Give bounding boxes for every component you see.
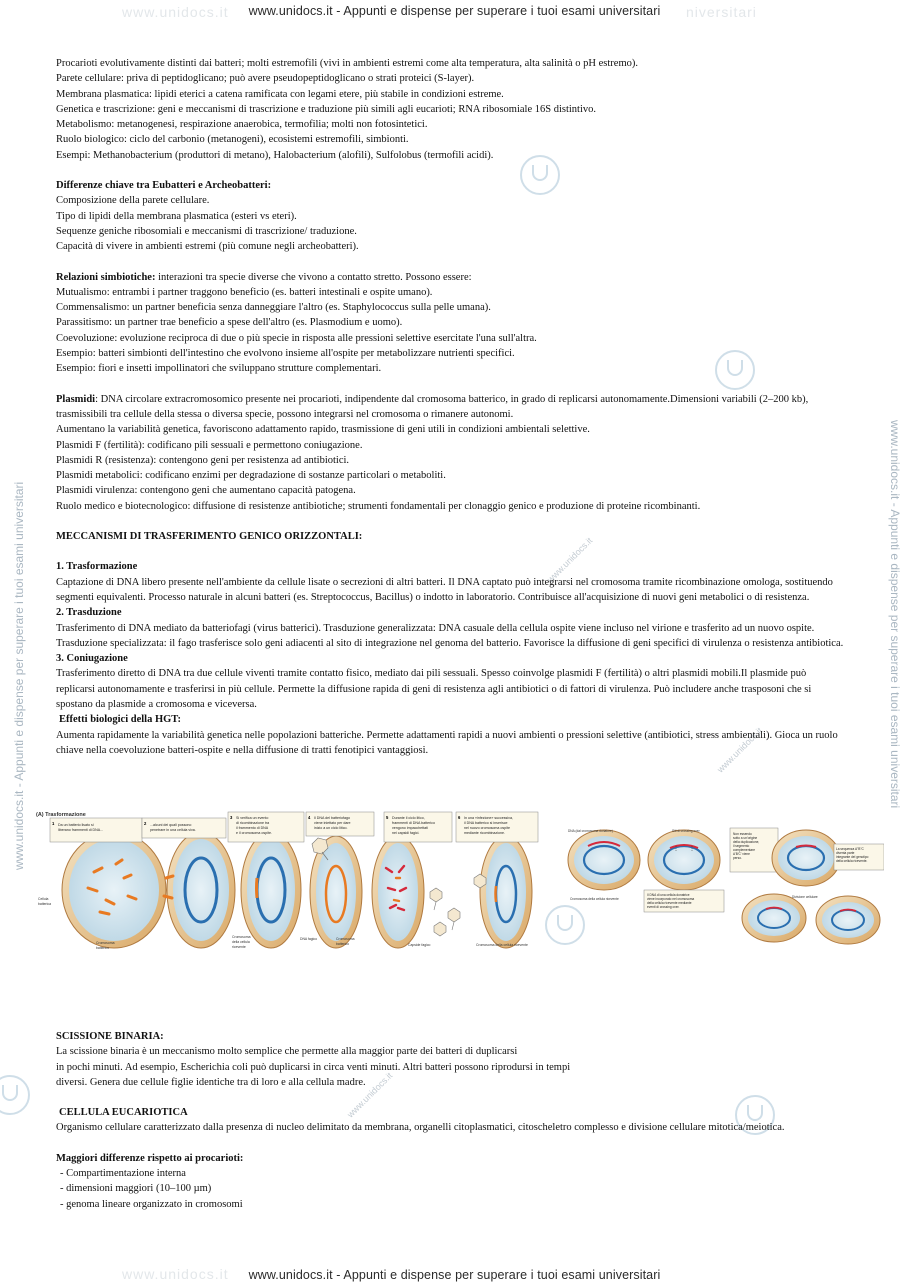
paragraph: Aumenta rapidamente la variabilità genetica nelle popolazioni batteriche. Permette adattamenti rapidi a nuovi ambienti o pressioni selettive (antibiotici, stress ambientali). Gioca un ruolo chiave nella coevoluzione batteri-ospite e nella diffusione di tratti fenotipici vantaggiosi.: [56, 729, 838, 756]
watermark-ghost-top-right: niversitari: [686, 4, 757, 20]
section-heading: Differenze chiave tra Eubatteri e Archeobatteri:: [56, 180, 272, 192]
transduced-cell: [474, 836, 532, 948]
text-line: Membrana plasmatica: lipidi eterici a catena ramificata con legami etere, più stabile in condizioni estreme.: [56, 88, 504, 100]
text-line: Plasmidi R (resistenza): contengono geni per resistenza ad antibiotici.: [56, 454, 350, 466]
figure-panel-title: (A) Trasformazione: [36, 812, 86, 818]
step-2-label: ...alcuni dei quali possono penetrare in una cellula viva.: [150, 823, 196, 832]
paragraph: Trasferimento di DNA mediato da batteriofagi (virus batterici). Trasduzione generalizzata: DNA casuale della cellula ospite viene incluso nel virione e trasferito ad un nuovo ospite. Trasduzione specializzata: il fago trasferisce solo geni adiacenti al sito di integrazione nel genoma del batterio. Favorisce la diffusione di geni specifici di virulenza o resistenza antibiotica.: [56, 622, 844, 649]
text-line: Tipo di lipidi della membrana plasmatica (esteri vs eteri).: [56, 210, 297, 222]
section-heading: SCISSIONE BINARIA:: [56, 1031, 164, 1042]
step-1-label: Da un batterio lisato si liberano frammenti di DNA...: [58, 823, 104, 832]
recipient-chromosome-label-3: Cromosoma della cellula ricevente: [570, 897, 619, 901]
section-intro: : DNA circolare extracromosomico presente nei procarioti, indipendente dal cromosoma batterico, in grado di replicarsi autonomamente.Dimensioni variabili (2–200 kb), trasmissibili tra cellule della stessa o diversa specie, possono integrarsi nel cromosoma o rimanere autonomi.: [56, 393, 809, 420]
step-5-number: 5: [386, 815, 389, 820]
phage-capsids: [430, 888, 460, 936]
text-line: diversi. Genera due cellule figlie identiche tra di loro e alla cellula madre.: [56, 1076, 366, 1088]
dividing-cell: [772, 830, 840, 886]
text-line: Ruolo biologico: ciclo del carbonio (metanogeni), ecosistemi estremofili, simbionti.: [56, 134, 409, 146]
daughter-cell-2: [816, 896, 880, 944]
plasmids-section: [56, 392, 846, 514]
recipient-chromosome-label: Cromosoma della cellula ricevente: [232, 935, 251, 949]
text-line: Esempi: Methanobacterium (produttori di metano), Halobacterium (alofili), Sulfolobus (termofili acidi).: [56, 149, 494, 161]
subsection-heading: 1. Trasformazione: [56, 561, 138, 573]
step-3-label: Si verifica un evento di ricombinazione tra il frammento di DNA e il cromosoma ospite.: [236, 816, 272, 835]
text-line: Parete cellulare: priva di peptidoglicano; può avere pseudopeptidoglicano o strati proteici (S-layer).: [56, 73, 475, 85]
text-line: Ruolo medico e biotecnologico: diffusione di resistenze antibiotiche; strumenti fondamentali per clonaggio genico e produzione di proteine ricombinanti.: [56, 500, 701, 512]
paragraph: Trasferimento diretto di DNA tra due cellule viventi tramite contatto fisico, mediato dai pili sessuali. Spesso coinvolge plasmidi F (fertilità) o altri plasmidi mobili.Il plasmide può replicarsi autonomamente e trasferirsi in più cellule. Permette la diffusione rapida di geni di resistenza agli antibiotici o di fattori di virulenza. Può includere anche trasposoni che si spostano da plasmide a cromosoma e viceversa.: [56, 668, 812, 710]
text-line: Mutualismo: entrambi i partner traggono beneficio (es. batteri intestinali e ospite umano).: [56, 286, 433, 298]
donor-dna-label: DNA (dal cromosoma donatore): [568, 829, 613, 833]
text-line: Sequenze geniche ribosomiali e meccanismi di trascrizione/ traduzione.: [56, 225, 357, 237]
list-item: - Compartimentazione interna: [60, 1168, 186, 1180]
subsection-heading: 3. Coniugazione: [56, 653, 128, 665]
side-watermark-right: www.unidocs.it - Appunti e dispense per superare i tuoi esami universitari: [888, 420, 902, 809]
text-line: Metabolismo: metanogenesi, respirazione anaerobica, termofilia; molti non fotosintetici.: [56, 119, 428, 131]
step-5-label: Durante il ciclo litico, frammenti di DNA batterico vengono impacchettati nei capsidi fagici.: [392, 816, 435, 835]
watermark-logo-icon: [0, 1075, 30, 1115]
text-line: Aumentano la variabilità genetica, favoriscono adattamento rapido, trasmissione di geni utili in condizioni ambientali selettive.: [56, 424, 590, 436]
section-intro: interazioni tra specie diverse che vivono a contatto stretto. Possono essere:: [155, 271, 472, 283]
step-4-number: 4: [308, 815, 311, 820]
step-3-number: 3: [230, 815, 233, 820]
text-line: Composizione della parete cellulare.: [56, 195, 210, 207]
not-duplicated-label: Non essendo sotto a un'origine della duplicazione, il segmento complementare A'B'C' viene perso.: [733, 832, 760, 860]
crossover-sites-label: Siti di crossing over: [672, 829, 700, 833]
section-heading: MECCANISMI DI TRASFERIMENTO GENICO ORIZZONTALI:: [56, 531, 363, 543]
recipient-cell: [164, 832, 235, 948]
list-item: - genoma lineare organizzato in cromosomi: [60, 1198, 243, 1210]
lower-text-block: [56, 1029, 846, 1212]
bacterial-chromosome-label: Cromosoma batterico: [336, 937, 355, 946]
text-line: Capacità di vivere in ambienti estremi (più comune negli archeobatteri).: [56, 241, 359, 253]
text-line: La scissione binaria è un meccanismo molto semplice che permette alla maggior parte dei batteri di duplicarsi: [56, 1046, 518, 1058]
section-heading: CELLULA EUCARIOTICA: [59, 1107, 188, 1119]
text-line: Coevoluzione: evoluzione reciproca di due o più specie in risposta alle pressioni selettive esercitate l'una sull'altra.: [56, 332, 537, 344]
incorporated-label: Il DNA di una cellula donatrice viene incorporato nel cromosoma della cellula ricevente mediante eventi di crossing over.: [647, 893, 695, 909]
recipient-chromosome-label-2: Cromosoma della cellula ricevente: [476, 943, 528, 947]
symbiosis-section: [56, 270, 846, 377]
side-watermark-left: www.unidocs.it - Appunti e dispense per superare i tuoi esami universitari: [12, 481, 26, 870]
differences-section: [56, 178, 846, 254]
crossover-cell: [648, 830, 720, 890]
list-item: - dimensioni maggiori (10–100 µm): [60, 1183, 212, 1195]
phage-infected-cell: [310, 836, 362, 948]
diagonal-watermark-2: www.unidocs.it: [715, 725, 765, 775]
recombined-cell: [241, 832, 301, 948]
text-line: Esempio: batteri simbionti dell'intestino che evolvono insieme all'ospite per metabolizzare nutrienti specifici.: [56, 348, 515, 360]
step-4-label: Il DNA del batteriofago viene iniettato per dare inizio a un ciclo litico.: [314, 816, 351, 830]
capsid-label: Capside fagico: [408, 943, 431, 947]
hgt-section: [56, 529, 846, 758]
section-heading: Plasmidi: [56, 393, 96, 405]
text-line: Plasmidi virulenza: contengono geni che aumentano capacità patogena.: [56, 485, 356, 497]
step-1-number: 1: [52, 821, 55, 826]
text-line: in pochi minuti. Ad esempio, Escherichia coli può duplicarsi in circa venti minuti. Altri batteri possono riprodursi in tempi: [56, 1061, 571, 1073]
document-body: [56, 56, 846, 758]
lytic-cycle-cell: [372, 836, 424, 948]
text-line: Plasmidi F (fertilità): codificano pili sessuali e permettono coniugazione.: [56, 439, 363, 451]
sequence-label: La sequenza A"B"C diventa parte integrante del genotipo della cellula ricevente.: [836, 847, 869, 863]
section-heading: Maggiori differenze rispetto ai procarioti:: [56, 1152, 244, 1164]
phage-dna-label: DNA fagico: [300, 937, 317, 941]
paragraph: Organismo cellulare caratterizzato dalla presenza di nucleo delimitato da membrana, organelli citoplasmatici, citoscheletro complesso e divisione cellulare mitotica/meiotica.: [56, 1122, 785, 1134]
text-line: [56, 270, 846, 285]
diagonal-watermark-1: www.unidocs.it: [545, 535, 595, 585]
text-line: Esempio: fiori e insetti impollinatori che sviluppano strutture complementari.: [56, 363, 382, 375]
cell-label: Cellula batterica: [38, 897, 52, 906]
text-line: Commensalismo: un partner beneficia senza danneggiare l'altro (es. Staphylococcus sulla pelle umana).: [56, 302, 491, 314]
text-line: [56, 392, 846, 423]
hgt-figure-svg: [36, 808, 884, 956]
step-2-number: 2: [144, 821, 147, 826]
lysed-bacterium: [62, 832, 166, 948]
diagonal-watermark-3: www.unidocs.it: [345, 1070, 395, 1120]
archaea-section: [56, 56, 846, 163]
watermark-ghost-bottom: www.unidocs.it: [122, 1266, 229, 1282]
daughter-cell-1: [742, 894, 806, 942]
text-line: Parassitismo: un partner trae beneficio a spese dell'altro (es. Plasmodium e uomo).: [56, 317, 403, 329]
watermark-banner-bottom: www.unidocs.it - Appunti e dispense per superare i tuoi esami universitari: [248, 1268, 661, 1282]
text-line: Genetica e trascrizione: geni e meccanismi di trascrizione e traduzione più simili agli eucarioti; RNA ribosomiale 16S distintivo.: [56, 103, 597, 115]
text-line: Plasmidi metabolici: codificano enzimi per degradazione di sostanze particolari o metaboliti.: [56, 470, 446, 482]
paragraph: Captazione di DNA libero presente nell'ambiente da cellule lisate o secrezioni di altri batteri. Il DNA captato può integrarsi nel cromosoma tramite ricombinazione omologa, sostituendo segmenti equivalenti. Processo naturale in alcuni batteri (es. Streptococcus, Bacillus) o indotto in laboratorio. Contribuisce all'acquisizione di nuovi geni metabolici o di resistenza.: [56, 576, 833, 603]
chromosome-label: Cromosoma batterico: [96, 941, 115, 950]
text-line: Procarioti evolutivamente distinti dai batteri; molti estremofili (vivi in ambienti estremi come alta temperatura, alta salinità o pH estremo).: [56, 58, 638, 69]
donor-recipient-cell: [568, 830, 640, 890]
cell-division-label: Divisione cellulare: [792, 895, 818, 899]
step-6-label: In una «infezione» successiva, il DNA batterico si inserisce nel nuovo cromosoma ospite mediante ricombinazione.: [464, 816, 513, 835]
subsection-heading: 2. Trasduzione: [56, 607, 122, 619]
hgt-figure: [36, 808, 884, 956]
subsection-heading: Effetti biologici della HGT:: [59, 714, 182, 726]
watermark-banner-top: www.unidocs.it - Appunti e dispense per superare i tuoi esami universitari: [248, 4, 661, 18]
step-6-number: 6: [458, 815, 461, 820]
watermark-ghost-top: www.unidocs.it: [122, 4, 229, 20]
section-heading: Relazioni simbiotiche:: [56, 271, 156, 283]
